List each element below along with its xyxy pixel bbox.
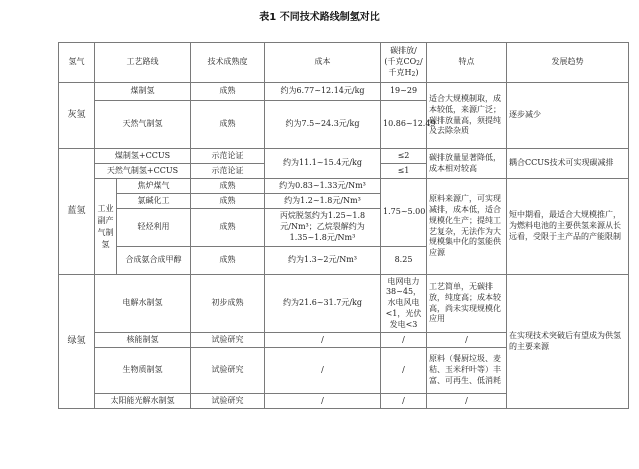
category-grey: 灰氢 bbox=[59, 83, 95, 149]
maturity-coke: 成熟 bbox=[191, 179, 265, 194]
emission-coal-ccus: ≤2 bbox=[381, 149, 427, 164]
maturity-gas: 成熟 bbox=[191, 101, 265, 149]
route-coke: 焦炉煤气 bbox=[117, 179, 191, 194]
maturity-coal: 成熟 bbox=[191, 83, 265, 101]
hydrogen-comparison-body bbox=[58, 42, 629, 409]
table-row bbox=[59, 83, 629, 101]
trend-ccus: 耦合CCUS技术可实现碳减排 bbox=[507, 149, 629, 179]
route-gas-ccus: 天然气制氢+CCUS bbox=[95, 164, 191, 179]
maturity-electro: 初步成熟 bbox=[191, 275, 265, 333]
trend-green: 在实现技术突破后有望成为供氢的主要来源 bbox=[507, 275, 629, 409]
cost-nuclear: / bbox=[265, 333, 381, 348]
header-row bbox=[59, 43, 629, 83]
maturity-coal-ccus: 示范论证 bbox=[191, 149, 265, 164]
cost-gas: 约为7.5~24.3元/kg bbox=[265, 101, 381, 149]
maturity-solar: 试验研究 bbox=[191, 394, 265, 409]
features-ccus: 碳排放量显著降低，成本相对较高 bbox=[427, 149, 507, 179]
cost-bio: / bbox=[265, 348, 381, 394]
table-row bbox=[59, 149, 629, 164]
header-emission: 碳排放/ (千克CO2/ 千克H2) bbox=[381, 43, 427, 83]
route-coal-ccus: 煤制氢+CCUS bbox=[95, 149, 191, 164]
cost-synth: 约为1.3~2元/Nm³ bbox=[265, 247, 381, 275]
route-chlor: 氯碱化工 bbox=[117, 194, 191, 209]
route-electro: 电解水制氢 bbox=[95, 275, 191, 333]
route-coal: 煤制氢 bbox=[95, 83, 191, 101]
table-row bbox=[59, 275, 629, 333]
features-nuclear: / bbox=[427, 333, 507, 348]
maturity-gas-ccus: 示范论证 bbox=[191, 164, 265, 179]
cost-chlor: 约为1.2~1.8元/Nm³ bbox=[265, 194, 381, 209]
trend-grey: 逐步减少 bbox=[507, 83, 629, 149]
route-solar: 太阳能光解水制氢 bbox=[95, 394, 191, 409]
emission-bio: / bbox=[381, 348, 427, 394]
route-synth: 合成氨合成甲醇 bbox=[117, 247, 191, 275]
byproduct-group-label: 工业副产气制氢 bbox=[95, 179, 117, 275]
emission-electro: 电网电力38~45，水电风电<1，光伏发电<3 bbox=[381, 275, 427, 333]
route-nuclear: 核能制氢 bbox=[95, 333, 191, 348]
maturity-nuclear: 试验研究 bbox=[191, 333, 265, 348]
header-route: 工艺路线 bbox=[95, 43, 191, 83]
trend-byproduct: 短中期看，最适合大规模推广，为燃料电池的主要供氢来源从长远看，受限于主产品的产能限制 bbox=[507, 179, 629, 275]
header-cost: 成本 bbox=[265, 43, 381, 83]
emission-solar: / bbox=[381, 394, 427, 409]
cost-coke: 约为0.83~1.33元/Nm³ bbox=[265, 179, 381, 194]
features-grey: 适合大规模制取，成本较低，来源广泛；碳排放量高，须提纯及去除杂质 bbox=[427, 83, 507, 149]
category-green: 绿氢 bbox=[59, 275, 95, 409]
features-bio: 原料（餐厨垃圾、麦秸、玉米秆叶等）丰富、可再生、低消耗 bbox=[427, 348, 507, 394]
cost-electro: 约为21.6~31.7元/kg bbox=[265, 275, 381, 333]
features-byproduct: 原料来源广，可实现减排，成本低，适合规模化生产；提纯工艺复杂，无法作为大规模集中化的氢能供应源 bbox=[427, 179, 507, 275]
cost-coal: 约为6.77~12.14元/kg bbox=[265, 83, 381, 101]
maturity-chlor: 成熟 bbox=[191, 194, 265, 209]
features-electro: 工艺简单，无碳排放，纯度高；成本较高，尚未实现规模化应用 bbox=[427, 275, 507, 333]
cost-light: 丙烷脱氢约为1.25~1.8元/Nm³；乙烷裂解约为1.35~1.8元/Nm³ bbox=[265, 209, 381, 247]
maturity-bio: 试验研究 bbox=[191, 348, 265, 394]
emission-byproduct: 1.75~5.00 bbox=[381, 179, 427, 247]
header-category: 氢气 bbox=[59, 43, 95, 83]
features-solar: / bbox=[427, 394, 507, 409]
emission-synth: 8.25 bbox=[381, 247, 427, 275]
header-maturity: 技术成熟度 bbox=[191, 43, 265, 83]
maturity-light: 成熟 bbox=[191, 209, 265, 247]
emission-nuclear: / bbox=[381, 333, 427, 348]
cost-solar: / bbox=[265, 394, 381, 409]
route-bio: 生物质制氢 bbox=[95, 348, 191, 394]
emission-coal: 19~29 bbox=[381, 83, 427, 101]
header-trend: 发展趋势 bbox=[507, 43, 629, 83]
header-features: 特点 bbox=[427, 43, 507, 83]
cost-ccus: 约为11.1~15.4元/kg bbox=[265, 149, 381, 179]
emission-gas-ccus: ≤1 bbox=[381, 164, 427, 179]
route-gas: 天然气制氢 bbox=[95, 101, 191, 149]
category-blue: 蓝氢 bbox=[59, 149, 95, 275]
route-light: 轻烃利用 bbox=[117, 209, 191, 247]
maturity-synth: 成熟 bbox=[191, 247, 265, 275]
emission-gas: 10.86~12.49 bbox=[381, 101, 427, 149]
table-row bbox=[59, 179, 629, 194]
table-caption: 表1 不同技术路线制氢对比 bbox=[259, 12, 380, 23]
